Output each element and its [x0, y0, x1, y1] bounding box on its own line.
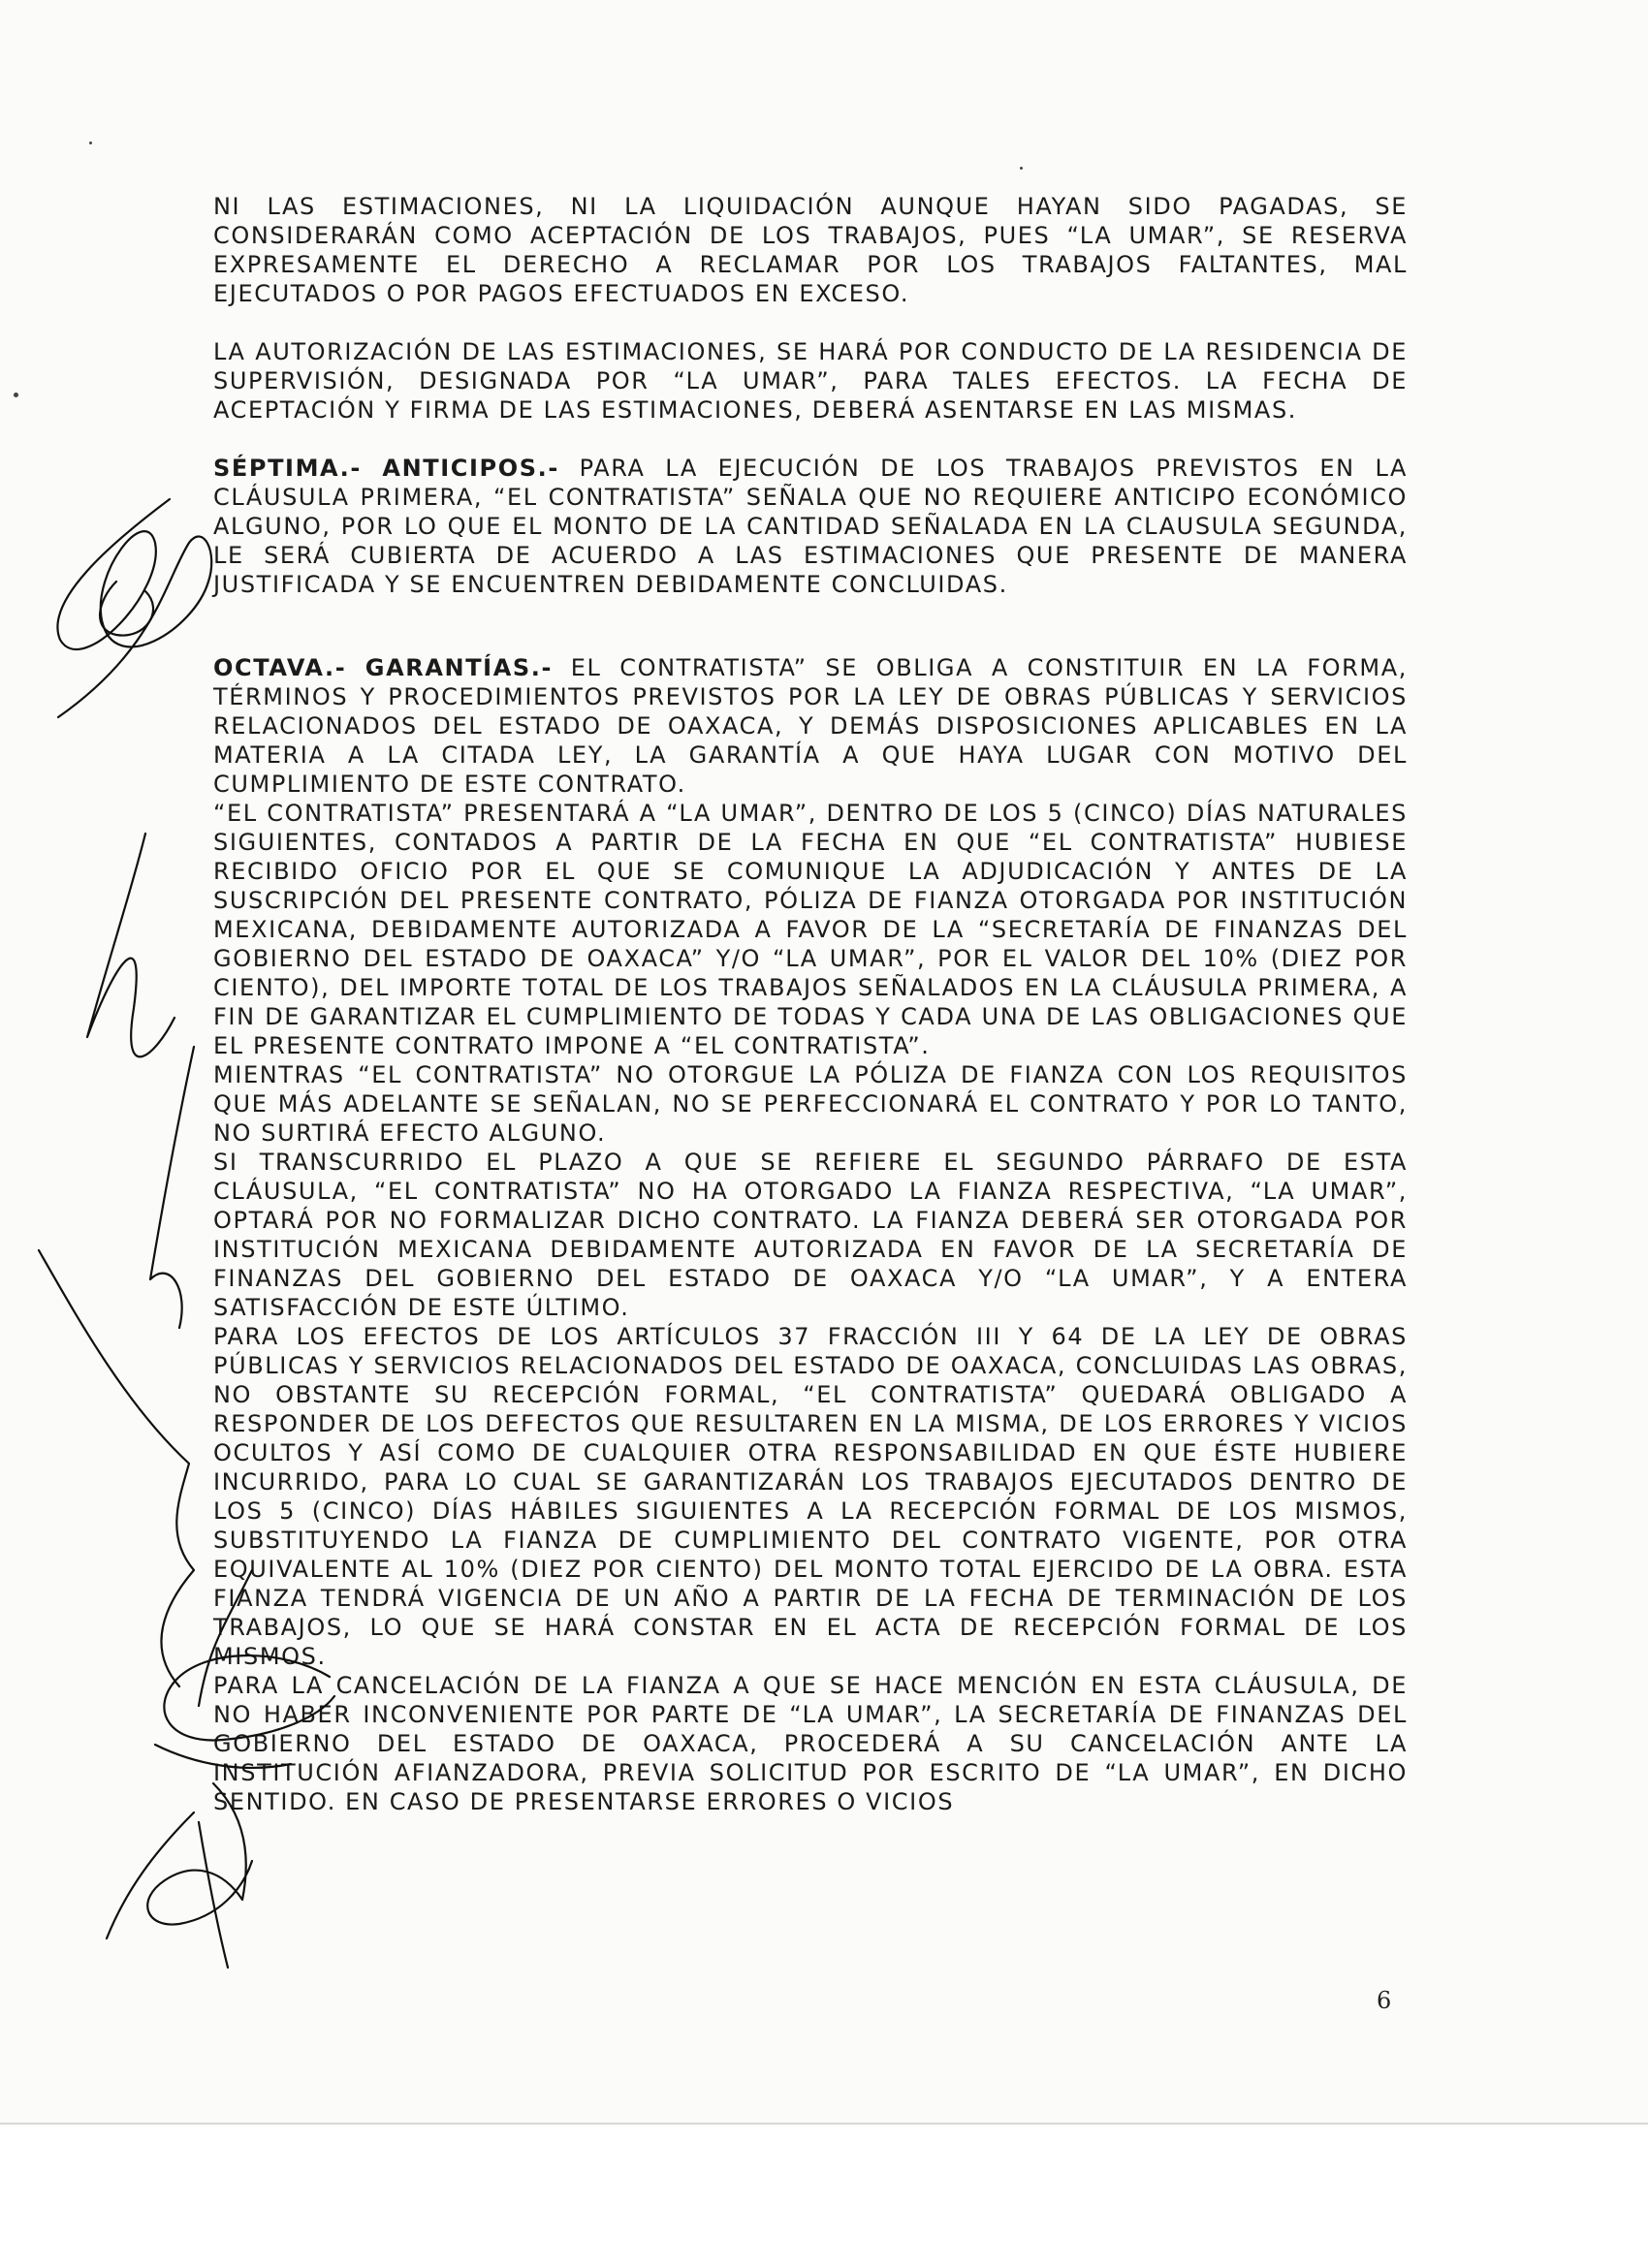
page-number: 6 — [1377, 1987, 1392, 2014]
clause-octava-text: EL CONTRATISTA” SE OBLIGA A CONSTITUIR EN LA FORMA, TÉRMINOS Y PROCEDIMIENTOS PREVISTOS POR LA LEY DE OBRAS PÚBLICAS Y SERVICIOS RELACIONADOS DEL ESTADO DE OAXACA, Y DEMÁS DISPOSICIONES APLICABLES EN LA MATERIA A LA CITADA LEY, LA GARANTÍA A QUE HAYA LUGAR CON MOTIVO DEL CUMPLIMIENTO DE ESTE CONTRATO. — [213, 654, 1408, 798]
paragraph-cancelacion: PARA LA CANCELACIÓN DE LA FIANZA A QUE SE HACE MENCIÓN EN ESTA CLÁUSULA, DE NO HABER INCONVENIENTE POR PARTE DE “LA UMAR”, LA SECRETARÍA DE FINANZAS DEL GOBIERNO DEL ESTADO DE OAXACA, PROCEDERÁ A SU CANCELACIÓN ANTE LA INSTITUCIÓN AFIANZADORA, PREVIA SOLICITUD POR ESCRITO DE “LA UMAR”, EN DICHO SENTIDO. EN CASO DE PRESENTARSE ERRORES O VICIOS — [213, 1672, 1408, 1815]
paragraph-octava — [213, 653, 1408, 799]
scan-speck — [89, 142, 92, 144]
paragraph-efectos: PARA LOS EFECTOS DE LOS ARTÍCULOS 37 FRACCIÓN III Y 64 DE LA LEY DE OBRAS PÚBLICAS Y SERVICIOS RELACIONADOS DEL ESTADO DE OAXACA, CONCLUIDAS LAS OBRAS, NO OBSTANTE SU RECEPCIÓN FORMAL, “EL CONTRATISTA” QUEDARÁ OBLIGADO A RESPONDER DE LOS DEFECTOS QUE RESULTAREN EN LA MISMA, DE LOS ERRORES Y VICIOS OCULTOS Y ASÍ COMO DE CUALQUIER OTRA RESPONSABILIDAD EN QUE ÉSTE HUBIERE INCURRIDO, PARA LO CUAL SE GARANTIZARÁN LOS TRABAJOS EJECUTADOS DENTRO DE LOS 5 (CINCO) DÍAS HÁBILES SIGUIENTES A LA RECEPCIÓN FORMAL DE LOS MISMOS, SUBSTITUYENDO LA FIANZA DE CUMPLIMIENTO DEL CONTRATO VIGENTE, POR OTRA EQUIVALENTE AL 10% (DIEZ POR CIENTO) DEL MONTO TOTAL EJERCIDO DE LA OBRA. ESTA FIANZA TENDRÁ VIGENCIA DE UN AÑO A PARTIR DE LA FECHA DE TERMINACIÓN DE LOS TRABAJOS, LO QUE SE HARÁ CONSTAR EN EL ACTA DE RECEPCIÓN FORMAL DE LOS MISMOS. — [213, 1323, 1408, 1670]
scan-speck — [1020, 167, 1023, 170]
paragraph-presentara: “EL CONTRATISTA” PRESENTARÁ A “LA UMAR”, DENTRO DE LOS 5 (CINCO) DÍAS NATURALES SIGUIENTES, CONTADOS A PARTIR DE LA FECHA EN QUE “EL CONTRATISTA” HUBIESE RECIBIDO OFICIO POR EL QUE SE COMUNIQUE LA ADJUDICACIÓN Y ANTES DE LA SUSCRIPCIÓN DEL PRESENTE CONTRATO, PÓLIZA DE FIANZA OTORGADA POR INSTITUCIÓN MEXICANA, DEBIDAMENTE AUTORIZADA A FAVOR DE LA “SECRETARÍA DE FINANZAS DEL GOBIERNO DEL ESTADO DE OAXACA” Y/O “LA UMAR”, POR EL VALOR DEL 10% (DIEZ POR CIENTO), DEL IMPORTE TOTAL DE LOS TRABAJOS SEÑALADOS EN LA CLÁUSULA PRIMERA, A FIN DE GARANTIZAR EL CUMPLIMIENTO DE TODAS Y CADA UNA DE LAS OBLIGACIONES QUE EL PRESENTE CONTRATO IMPONE A “EL CONTRATISTA”. — [213, 800, 1408, 1059]
paragraph-autorizacion: LA AUTORIZACIÓN DE LAS ESTIMACIONES, SE HARÁ POR CONDUCTO DE LA RESIDENCIA DE SUPERVISIÓN, DESIGNADA POR “LA UMAR”, PARA TALES EFECTOS. LA FECHA DE ACEPTACIÓN Y FIRMA DE LAS ESTIMACIONES, DEBERÁ ASENTARSE EN LAS MISMAS. — [213, 338, 1408, 424]
document-body — [213, 192, 1408, 1816]
paragraph-transcurrido: SI TRANSCURRIDO EL PLAZO A QUE SE REFIERE EL SEGUNDO PÁRRAFO DE ESTA CLÁUSULA, “EL CONTRATISTA” NO HA OTORGADO LA FIANZA RESPECTIVA, “LA UMAR”, OPTARÁ POR NO FORMALIZAR DICHO CONTRATO. LA FIANZA DEBERÁ SER OTORGADA POR INSTITUCIÓN MEXICANA DEBIDAMENTE AUTORIZADA EN FAVOR DE LA SECRETARÍA DE FINANZAS DEL GOBIERNO DEL ESTADO DE OAXACA Y/O “LA UMAR”, Y A ENTERA SATISFACCIÓN DE ESTE ÚLTIMO. — [213, 1149, 1408, 1321]
paragraph-septima — [213, 454, 1408, 599]
scan-margin — [0, 2123, 1648, 2268]
clause-septima-title: SÉPTIMA.- ANTICIPOS.- — [213, 455, 559, 482]
scan-speck — [14, 393, 18, 397]
clause-octava-title: OCTAVA.- GARANTÍAS.- — [213, 654, 554, 681]
paragraph-estimaciones: NI LAS ESTIMACIONES, NI LA LIQUIDACIÓN AUNQUE HAYAN SIDO PAGADAS, SE CONSIDERARÁN COMO ACEPTACIÓN DE LOS TRABAJOS, PUES “LA UMAR”, SE RESERVA EXPRESAMENTE EL DERECHO A RECLAMAR POR LOS TRABAJOS FALTANTES, MAL EJECUTADOS O POR PAGOS EFECTUADOS EN EXCESO. — [213, 193, 1408, 307]
paragraph-mientras: MIENTRAS “EL CONTRATISTA” NO OTORGUE LA PÓLIZA DE FIANZA CON LOS REQUISITOS QUE MÁS ADELANTE SE SEÑALAN, NO SE PERFECCIONARÁ EL CONTRATO Y POR LO TANTO, NO SURTIRÁ EFECTO ALGUNO. — [213, 1061, 1408, 1147]
clause-septima-text: PARA LA EJECUCIÓN DE LOS TRABAJOS PREVISTOS EN LA CLÁUSULA PRIMERA, “EL CONTRATISTA” SEÑALA QUE NO REQUIERE ANTICIPO ECONÓMICO ALGUNO, POR LO QUE EL MONTO DE LA CANTIDAD SEÑALADA EN LA CLAUSULA SEGUNDA, LE SERÁ CUBIERTA DE ACUERDO A LAS ESTIMACIONES QUE PRESENTE DE MANERA JUSTIFICADA Y SE ENCUENTREN DEBIDAMENTE CONCLUIDAS. — [213, 455, 1408, 598]
